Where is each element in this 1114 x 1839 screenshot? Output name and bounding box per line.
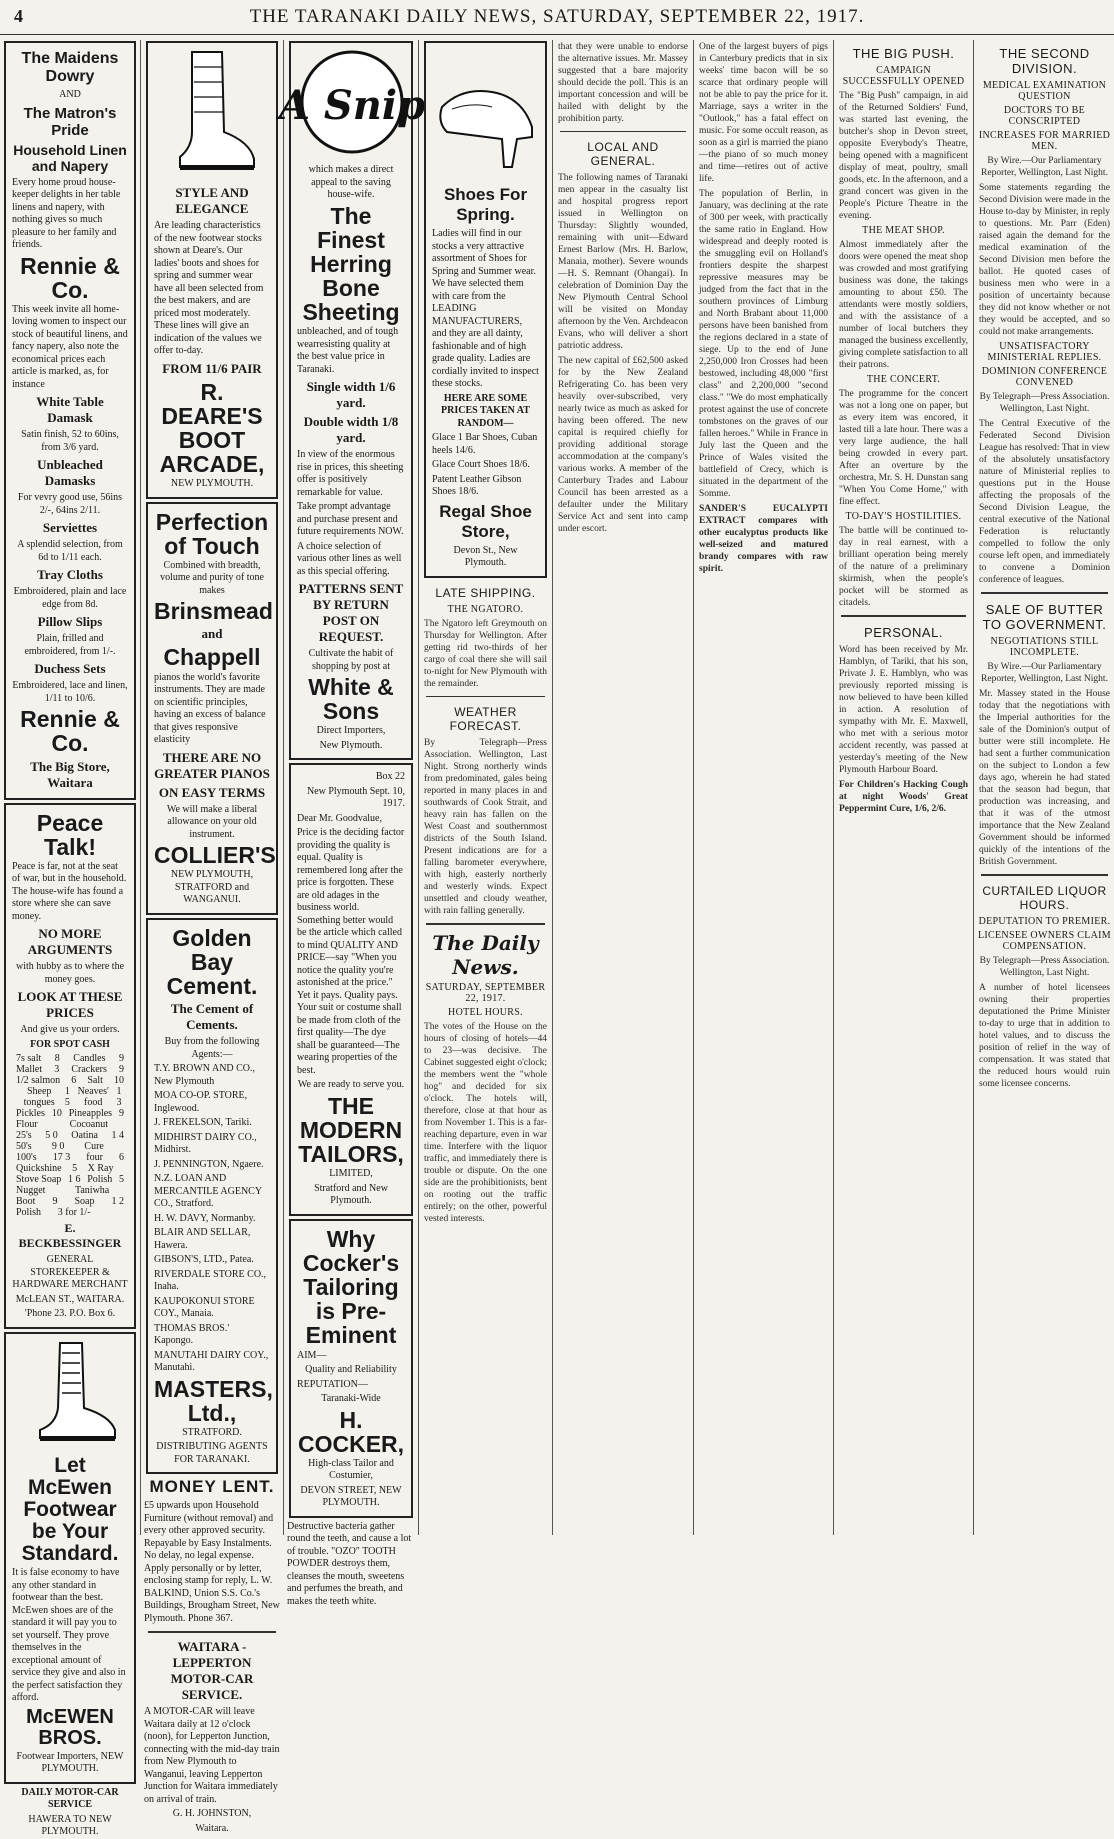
licensee-text: A number of hotel licensees owning their properties deputationed the Prime Minister to-day to urge that in addition to hotel values, and to discuss the position of relief in the way of compensation. It was stated that the reduced hours would ruin some licensee concerns. <box>979 983 1110 1089</box>
campaign-text: The "Big Push" campaign, in aid of the Returned Soldiers' Fund, was started last evening, the butcher's shop in Devon street, opposite Everybody's Theatre, being opened with a magnificent display of meat, poultry, small goods, etc. In the afternoon, and a grand concert was given in the People's Picture Theatre in the evening. <box>839 91 968 221</box>
agent-item: T.Y. BROWN AND CO., New Plymouth <box>154 1063 256 1087</box>
johnston-location: Waitara. <box>195 1822 229 1834</box>
page-number: 4 <box>14 6 24 26</box>
column-rule <box>283 40 284 1535</box>
agent-item: GIBSON'S, LTD., Patea. <box>154 1254 254 1266</box>
ready-to-serve: We are ready to serve you. <box>297 1079 405 1091</box>
price-row <box>12 1185 128 1196</box>
modern-tailors-name: THE MODERN TAILORS, <box>298 1092 404 1168</box>
negotiations-head: NEGOTIATIONS STILL INCOMPLETE. <box>990 636 1099 658</box>
price-cell: 1 3 <box>116 1086 122 1109</box>
shoes-title: Shoes For Spring. <box>443 185 528 224</box>
aim-value: Quality and Reliability <box>305 1364 397 1376</box>
agent-item: H. W. DAVY, Normanby. <box>154 1212 256 1224</box>
mcewen-text: It is false economy to have any other standard in footwear than the best. McEwen shoes are of the standard it will pay you to set yourself. They prove themselves in the exceptional amount of service they give and also in the perfect satisfaction they afford. <box>12 1567 126 1704</box>
price-row <box>12 1108 128 1119</box>
ad-cocker <box>289 1219 413 1518</box>
weather-text: By Telegraph—Press Association. Wellington, Last Night. Strong northerly winds from predominated, gales being reported in many places in and southwards of Cook Strait, and heavy rain has fallen on the West Coast and southernmost districts of the South Island. Present indications are for a falling barometer everywhere, with high, easterly northerly and westerly winds. Expect unsettled and cloudy weather, with rain falling generally. <box>424 737 547 916</box>
letter-body: Price is the deciding factor providing the quality is equal. Quality is remembered long after the price is forgotten. These are old adages in the business world. Something better would be the article which called to mind QUALITY AND PRICE—say "When you notice the quality you're astonished at the price." Yet it pays. Quality pays. Your suit or costume shall be made from cloth of the first quality—The dye shall be guaranteed—The wearing properties of the best. <box>297 827 405 1076</box>
cultivate: Cultivate the habit of shopping by post at <box>308 648 394 672</box>
waitara-motor-text: A MOTOR-CAR will leave Waitara daily at 12 o'clock (noon), for Lepperton Junction, connecting with the mid-day train from New Plymouth to Wanganui, leaving Lepperton Junction for Waitara immediately on arrival of train. <box>144 1706 280 1805</box>
price-cell: Pickles <box>16 1108 45 1120</box>
column-6 <box>697 38 830 1538</box>
price-cell: 3 for 1/- <box>57 1207 91 1219</box>
price-row <box>12 1075 128 1086</box>
price-row <box>12 1141 128 1152</box>
colliers-location: NEW PLYMOUTH, STRATFORD and WANGANUI. <box>170 869 254 906</box>
double-width: Double width 1/8 yard. <box>303 414 399 446</box>
price-cell: 3 <box>54 1064 60 1076</box>
price-cell: Crackers <box>71 1064 107 1076</box>
shoe-illustration <box>432 47 542 177</box>
reputation-value: Taranaki-Wide <box>321 1393 381 1405</box>
cocker-title: Why Cocker's Tailoring is Pre-Eminent <box>302 1225 400 1349</box>
view-text: In view of the enormous rise in prices, this sheeting offer is positively remarkable for value. <box>297 449 404 498</box>
finest-title: The Finest Herring Bone Sheeting <box>302 202 400 326</box>
mcewen-title: Let McEwen Footwear be Your Standard. <box>21 1453 119 1566</box>
big-store-waitara: The Big Store, Waitara <box>30 758 110 790</box>
hcocker-name: H. COCKER, <box>297 1406 405 1457</box>
household-title: Household Linen and Napery <box>13 141 127 174</box>
agent-item: N.Z. LOAN AND MERCANTILE AGENCY CO., Stratford. <box>154 1173 262 1210</box>
doctors-head: DOCTORS TO BE CONSCRIPTED <box>1003 105 1086 127</box>
article-body: The population of Berlin, in January, was declining at the rate of 300 per week, with practically the same ratio in England. How widespread and deeply rooted is the smuggling evil on Holland's frontiers despite the sharpest repressive measures may be judged from the fact that in the southern provinces of Limburg and North Brabant about 11,000 persons have been banished from the regions declared in a state of siege. Up to the end of June 2,250,000 Iron Crosses had been bestowed, including 48,000 "first class" and 2,200,000 "second class." "We do most emphatically protest against the use of concrete tombstones on the graves of our fallen heroes." While in France in July last the Queen and the Prince of Wales visited the battlefield of Crecy, which is situated in the department of the Somme. <box>699 189 828 499</box>
ad-deare <box>146 41 278 499</box>
and-label: and <box>201 626 223 642</box>
price-row <box>12 1174 128 1185</box>
agent-item: MIDHIRST DAIRY CO., Midhirst. <box>154 1131 257 1156</box>
price-row <box>12 1064 128 1075</box>
column-rule <box>418 40 419 1535</box>
price-row <box>12 1119 128 1130</box>
personal-text: Word has been received by Mr. Hamblyn, of Tariki, that his son, Private J. E. Hamblyn, who was previously reported missing is now believed to have been killed in action. A resolution of sympathy with Mr. E. Maxwell, who met with a serious motor accident recently, was passed at yesterday's meeting of the New Plymouth Harbour Board. <box>839 645 968 775</box>
agent-item: RIVERDALE STORE CO., Inaha. <box>154 1268 267 1293</box>
rennie-name: Rennie & Co. <box>20 252 120 303</box>
negotiations-text: Mr. Massey stated in the House today that the negotiations with the Imperial authorities for the sale of the Dominion's output of butter were still incomplete. He had sent a further communication on the subject to London a few days ago, wherein he had stated that the season had begun, that production was increasing, and that it was of the utmost importance that the New Zealand Government should be informed quickly of the intentions of the British Government. <box>979 689 1110 867</box>
conference-text: The Central Executive of the Federated Second Division League has resolved: That in view of the absolutely unsatisfactory nature of Ministerial replies to questions put in the House affecting the proposals of the Second Division League, the central executive of the National Federation is reluctantly compelled to follow the only course left open, and immediately to convene a Dominion conference of leagues. <box>979 419 1110 585</box>
price-cell: 1 5 <box>64 1086 70 1109</box>
deputation-head: DEPUTATION TO PREMIER. <box>978 916 1111 927</box>
cement-of-cements: The Cement of Cements. <box>170 1001 254 1033</box>
look-sub: And give us your orders. <box>20 1024 120 1036</box>
modern-location: Stratford and New Plymouth. <box>314 1182 388 1207</box>
price-cell: Candles <box>73 1053 106 1065</box>
random-item: Patent Leather Gibson Shoes 18/6. <box>432 473 522 497</box>
price-cell: Sheep tongues <box>23 1086 55 1109</box>
single-width: Single width 1/6 yard. <box>306 379 396 411</box>
from-price: FROM 11/6 PAIR <box>162 360 262 376</box>
column-rule <box>140 40 141 1535</box>
price-cell: 1/2 salmon <box>16 1075 61 1087</box>
deare-name: R. DEARE'S BOOT ARCADE, <box>159 378 265 477</box>
peace-talk-title: Peace Talk! <box>36 809 104 860</box>
daily-motor-sub: HAWERA TO NEW PLYMOUTH. <box>28 1813 112 1838</box>
beck-sub: GENERAL STOREKEEPER & HARDWARE MERCHANT <box>12 1254 128 1291</box>
price-cell: 1 2 <box>111 1196 124 1208</box>
no-more-text: with hubby as to where the money goes. <box>15 961 125 985</box>
price-row <box>12 1163 128 1174</box>
perfection-title: Perfection of Touch <box>155 508 269 559</box>
easy-terms: ON EASY TERMS <box>158 784 266 800</box>
price-row <box>12 1152 128 1163</box>
price-row <box>12 1196 128 1207</box>
colliers-name: COLLIER'S <box>154 842 276 869</box>
price-cell: 6 <box>118 1152 124 1164</box>
hotel-hours-text: The votes of the House on the hours of closing of hotels—44 to 23—was decisive. The Cabinet suggested eight o'clock; the members went the "whole hog" and decided for six o'clock. The hotels will, therefore, close at that hour as from November 1. This is a far-reaching departure, even in war time. Interfere with the liquor traffic, and immediately there is trouble or dispute. On the one side are the prohibitionists, bent on rooting out the traffic entirely; on the other, powerful vested interests. <box>424 1021 547 1224</box>
linen-item: Duchess Sets Embroidered, lace and linen, 1/11 to 10/6. <box>12 661 128 704</box>
price-cell: 100's <box>16 1152 37 1164</box>
column-1 <box>2 38 138 1838</box>
price-cell: 10 <box>113 1075 124 1087</box>
paper-title: The Daily News. <box>432 930 539 979</box>
matrons-title: The Matron's Pride <box>23 104 117 139</box>
linen-item: White Table Damask Satin finish, 52 to 60ins, from 3/6 yard. <box>21 394 119 453</box>
no-greater: THERE ARE NO GREATER PIANOS <box>154 749 270 781</box>
price-cell: 50's <box>16 1141 32 1153</box>
beck-name: E. BECKBESSINGER <box>18 1221 122 1251</box>
meat-shop-text: Almost immediately after the doors were opened the meat shop was crowded and most gratifying business was done, the takings amounting to about £50. The attendants were mostly soldiers, and with the assistance of a number of local butchers they managed the business excellently, giving complete satisfaction to all their patrons. <box>839 240 968 370</box>
price-cell: Cocoanut <box>69 1119 108 1131</box>
local-general-text: The following names of Taranaki men appear in the casualty list and hospital progress report issued in Wellington on Thursday: Slightly wounded, remaining with unit—Edward Ernest Barlow (Mrs. H. Barlow, Manaia, mother). Severe wounds—H. S. Remnant (Ohangai). In celebration of Dominion Day the New Plymouth Central School will be visited on Monday afternoon by the Ven. Archdeacon Evans, who will deliver a short patriotic address. <box>558 173 688 351</box>
today-text: The battle will be continued to-day in real earnest, with a brilliant operation being merely of the nature of a preliminary skirmish, when the people's pocket will be stormed as citadels. <box>839 526 968 608</box>
price-cell: 5 <box>72 1163 78 1175</box>
price-cell: Salt <box>87 1075 103 1087</box>
masters-location: STRATFORD. <box>182 1426 242 1438</box>
aim-label: AIM— <box>297 1349 327 1361</box>
unsatisfactory-head: UNSATISFACTORY MINISTERIAL REPLIES. <box>987 341 1102 363</box>
price-cell: Mallet <box>16 1064 43 1076</box>
price-cell: Quickshine <box>16 1163 62 1175</box>
white-sons-name: White & Sons <box>308 674 394 725</box>
dominion-head: DOMINION CONFERENCE CONVENED <box>981 366 1108 388</box>
hotel-hours-head: HOTEL HOURS. <box>448 1006 523 1018</box>
column-rule <box>693 40 694 1535</box>
price-cell: Boot <box>16 1196 36 1208</box>
ngatoro-text: The Ngatoro left Greymouth on Thursday for Wellington. After getting rid two-thirds of her cargo of coal there she will sail to-night for New Plymouth with the remainder. <box>424 618 547 689</box>
ad-regal-shoe <box>424 41 547 578</box>
choice-text: A choice selection of various other lines as well as this special offering. <box>297 540 402 577</box>
sheeting-text: unbleached, and of tough wearresisting quality at the best value price in Taranaki. <box>297 326 399 375</box>
direct-location: New Plymouth. <box>319 739 383 751</box>
price-row <box>12 1207 128 1218</box>
boot-illustration <box>20 1338 120 1448</box>
snip-text: A Snip <box>278 82 426 129</box>
rennie-name-2: Rennie & Co. <box>20 706 120 757</box>
price-list <box>12 1053 128 1218</box>
deare-location: NEW PLYMOUTH. <box>170 478 254 490</box>
no-more-title: NO MORE ARGUMENTS <box>27 926 113 958</box>
sanders-ad: SANDER'S EUCALYPTI EXTRACT compares with other eucalyptus products like well-seized and matured brandy compares with raw spirit. <box>699 504 828 574</box>
agent-item: BLAIR AND SELLAR, Hawera. <box>154 1227 251 1251</box>
concert-text: The programme for the concert was not a long one on paper, but as every item was encored, it lasted till a late hour. There was a very large audience, the hall being crowded in every part. After an overture by the orchestra, Mr. S. H. Dunstan sang "When You Come Home," with fine effect. <box>839 389 968 507</box>
increases-head: INCREASES FOR MARRIED MEN. <box>978 130 1111 152</box>
price-cell: Neaves' food <box>77 1086 109 1109</box>
price-row <box>12 1053 128 1064</box>
ad-rennie-linen <box>4 41 136 800</box>
column-rule <box>552 40 553 1535</box>
masters-sub: DISTRIBUTING AGENTS FOR TARANAKI. <box>156 1441 268 1465</box>
ad-colliers <box>146 502 278 915</box>
price-cell: Taniwha <box>74 1185 110 1197</box>
agent-list <box>154 1063 270 1375</box>
footer-ad: For Children's Hacking Cough at night Woods' Great Peppermint Cure, 1/6, 2/6. <box>839 780 968 814</box>
curtailed-head: CURTAILED LIQUOR HOURS. <box>982 884 1107 912</box>
price-cell: Polish <box>16 1207 42 1219</box>
price-cell: four <box>86 1152 103 1164</box>
look-title: LOOK AT THESE PRICES <box>17 989 123 1021</box>
price-cell: Soap <box>74 1196 95 1208</box>
column-4 <box>422 38 549 1538</box>
agent-item: KAUPOKONUI STORE COY., Manaia. <box>154 1295 255 1320</box>
snip-scissors-illustration <box>278 47 426 157</box>
style-text: Are leading characteristics of the new footwear stocks shown at Deare's. Our ladies' boots and shoes for spring and summer wear have all been selected from the best makers, and are priced most moderately. These lines will give an indication of the values we offer to-day. <box>154 220 264 356</box>
daily-motor: DAILY MOTOR-CAR SERVICE <box>21 1786 119 1811</box>
brinsmead: Brinsmead <box>154 598 273 625</box>
intro-text: Every home proud house-keeper delights in her table linens and napery, with nothing gives so much pleasure to her family and friends. <box>12 176 121 250</box>
price-cell: Polish <box>87 1174 113 1186</box>
snip-sub: which makes a direct appeal to the saving house-wife. <box>308 164 394 200</box>
reputation-label: REPUTATION— <box>297 1378 368 1390</box>
column-rule <box>833 40 834 1535</box>
column-8 <box>977 38 1112 1538</box>
masters-name: MASTERS, Ltd., <box>154 1375 273 1426</box>
prompt-text: Take prompt advantage and purchase present and future requirements NOW. <box>297 501 404 538</box>
agent-item: MOA CO-OP. STORE, Inglewood. <box>154 1090 248 1114</box>
price-cell: 9 <box>118 1108 124 1120</box>
price-cell: 9 <box>119 1053 124 1065</box>
style-head: STYLE AND ELEGANCE <box>175 185 249 216</box>
money-lent-title: MONEY LENT. <box>149 1477 275 1497</box>
price-cell: Flour <box>16 1119 38 1131</box>
and-label: AND <box>59 89 81 100</box>
today-head: TO-DAY'S HOSTILITIES. <box>845 511 962 522</box>
ad-golden-bay <box>146 918 278 1475</box>
price-cell: Cure <box>84 1141 104 1153</box>
personal-head: PERSONAL. <box>864 625 943 640</box>
second-text: Some statements regarding the Second Division were made in the House to-day by Minister, in reply to questions. Mr. Parr (Eden) raised again the demand for the medical examination of the Second Division men before the ballot. He quoted cases of business men who were in a position of uncertainty because they did not know whether or not they would be accepted, and so could not make arrangements. <box>979 183 1111 337</box>
byline: By Wire.—Our Parliamentary Reporter, Wellington, Last Night. <box>981 662 1108 684</box>
price-cell: 7s salt <box>16 1053 42 1065</box>
ad-beckbessinger <box>4 803 136 1329</box>
hcocker-sub: High-class Tailor and Costumier, <box>308 1457 394 1482</box>
campaign-head: CAMPAIGN SUCCESSFULLY OPENED <box>842 65 965 87</box>
price-cell: Stove Soap <box>16 1174 62 1186</box>
column-5 <box>556 38 690 1538</box>
price-cell: 10 <box>51 1108 62 1120</box>
ngatoro-head: THE NGATORO. <box>447 603 524 615</box>
mcewen-sub: Footwear Importers, NEW PLYMOUTH. <box>16 1750 124 1775</box>
easy-text: We will make a liberal allowance on your old instrument. <box>166 803 258 840</box>
golden-bay-title: Golden Bay Cement. <box>166 924 258 1000</box>
chappell: Chappell <box>163 644 261 671</box>
byline: By Wire.—Our Parliamentary Reporter, Wellington, Last Night. <box>981 156 1108 178</box>
mcewen-bros: McEWEN BROS. <box>26 1705 114 1749</box>
peace-text: Peace is far, not at the seat of war, but in the household. The house-wife has found a store where she can save money. <box>12 860 127 922</box>
price-cell: 25's <box>16 1130 32 1142</box>
column-7 <box>837 38 970 1538</box>
random-title: HERE ARE SOME PRICES TAKEN AT RANDOM— <box>441 392 530 429</box>
this-week-text: This week invite all home-loving women to inspect our stock of beautiful linens, and fancy napery, also note the economical prices each article is marked, as, for instance <box>12 303 128 390</box>
licensee-head: LICENSEE OWNERS CLAIM COMPENSATION. <box>978 930 1111 952</box>
price-row <box>12 1130 128 1141</box>
local-general-head: LOCAL AND GENERAL. <box>587 140 659 168</box>
column-2 <box>144 38 280 1834</box>
hcocker-address: DEVON STREET, NEW PLYMOUTH. <box>300 1484 402 1509</box>
boot-illustration <box>162 47 262 177</box>
pianos-text: pianos the world's favorite instruments. They are made on scientific principles, having an excess of balance that gives responsive elasticity <box>154 671 266 746</box>
box-number: Box 22 <box>375 771 405 783</box>
patterns: PATTERNS SENT BY RETURN POST ON REQUEST. <box>298 581 404 645</box>
medical-head: MEDICAL EXAMINATION QUESTION <box>982 80 1107 102</box>
linen-item: Serviettes A splendid selection, from 6d to 1/11 each. <box>17 520 123 563</box>
linen-item: Pillow Slips Plain, frilled and embroidered, from 1/-. <box>24 614 116 657</box>
agent-item: MANUTAHI DAIRY COY., Manutahi. <box>154 1349 269 1374</box>
money-lent-text: £5 upwards upon Household Furniture (without removal) and every other approved security. Repayable by Easy Instalments. No delay, no legal expense. Apply personally or by letter, enclosing stamp for reply, L. W. BALKIND, Union S.S. Co.'s Buildings, Brougham Street, New Plymouth. Phone 367. <box>144 1500 280 1624</box>
spot-cash: FOR SPOT CASH <box>30 1038 110 1050</box>
price-cell: Oatina <box>71 1130 98 1142</box>
modern-limited: LIMITED, <box>329 1168 373 1180</box>
price-row <box>12 1086 128 1108</box>
price-cell: X Ray <box>87 1163 114 1175</box>
ad-mcewen <box>4 1332 136 1784</box>
price-cell: 1 6 <box>68 1174 81 1186</box>
shoes-text: Ladies will find in our stocks a very attractive assortment of Shoes for Spring and Summer wear. We have selected them with care from the LEADING MANUFACTURERS, and they are all dainty, fashionable and of high grade quality. Ladies are cordially invited to inspect these stocks. <box>432 228 539 389</box>
letter-salutation: Dear Mr. Goodvalue, <box>297 812 382 824</box>
random-item: Glace Court Shoes 18/6. <box>432 459 530 470</box>
regal-location: Devon St., New Plymouth. <box>453 544 518 568</box>
price-cell: 9 <box>52 1196 58 1208</box>
agent-item: J. FREKELSON, Tariki. <box>154 1117 252 1129</box>
article-text: One of the largest buyers of pigs in Canterbury predicts that in six weeks' time bacon will be so scarce that ordinary people will not be able to pay the price for it. Marriage, says a writer in the "Outlook," has a fatal effect on music. For some occult reason, as soon as a girl is married the piano—the piano of so much money and time—retires out of active life. <box>699 42 828 184</box>
maidens-title: The Maidens Dowry <box>21 50 119 85</box>
weather-head: WEATHER FORECAST. <box>449 704 522 733</box>
letter-date: New Plymouth Sept. 10, 1917. <box>306 785 405 810</box>
price-cell: Pineapples <box>68 1108 113 1120</box>
perfection-sub: Combined with breadth, volume and purity of tone makes <box>160 559 264 596</box>
column-3 <box>278 38 426 1607</box>
price-cell: 1 4 <box>111 1130 124 1142</box>
linen-item: Tray Cloths Embroidered, plain and lace edge from 8d. <box>13 567 127 610</box>
beck-address: McLEAN ST., WAITARA. <box>15 1293 125 1305</box>
masthead <box>0 0 1114 35</box>
beck-phone: 'Phone 23. P.O. Box 6. <box>24 1308 116 1320</box>
price-cell: 9 <box>118 1064 124 1076</box>
big-push-head: THE BIG PUSH. <box>852 46 955 61</box>
paper-date: SATURDAY, SEPTEMBER 22, 1917. <box>425 981 546 1004</box>
regal-name: Regal Shoe Store, <box>439 501 532 541</box>
meat-shop-head: THE MEAT SHOP. <box>862 225 945 236</box>
article-text: that they were unable to endorse the alternative issues. Mr. Massey suggested that a bare majority should decide the poll. This is an important concession and will be hailed with delight by the prohibition party. <box>558 42 688 124</box>
concert-head: THE CONCERT. <box>866 374 941 385</box>
price-cell: 8 <box>54 1053 60 1065</box>
price-cell: 5 0 <box>45 1130 58 1142</box>
price-cell: Nugget <box>16 1185 46 1197</box>
local-general-more: The new capital of £62,500 asked for by the New Zealand Refrigerating Co. has been very heavily over-subscribed, very nearly twice as much as asked for having been offered. The new capital is required chiefly for providing additional storage accommodation at the company's various works. A member of the Canterbury Trades and Labour Council has been arrested as a defaulter under the Military Service Act and sent into camp under escort. <box>558 356 688 534</box>
column-rule <box>973 40 974 1535</box>
agent-item: THOMAS BROS.' Kapongo. <box>154 1322 230 1347</box>
johnston-name: G. H. JOHNSTON, <box>172 1808 252 1820</box>
agent-item: J. PENNINGTON, Ngaere. <box>154 1158 264 1170</box>
masthead-title: THE TARANAKI DAILY NEWS, SATURDAY, SEPTEMBER 22, 1917. <box>249 6 865 27</box>
random-item: Glace 1 Bar Shoes, Cuban heels 14/6. <box>432 432 538 456</box>
price-cell: 5 <box>119 1174 124 1186</box>
byline: By Telegraph—Press Association. Wellington, Last Night. <box>979 392 1110 414</box>
buy-from: Buy from the following Agents:— <box>164 1036 260 1060</box>
sale-butter-head: SALE OF BUTTER TO GOVERNMENT. <box>982 602 1107 632</box>
second-division-head: THE SECOND DIVISION. <box>999 46 1090 76</box>
direct-importers: Direct Importers, <box>316 725 386 737</box>
ad-modern-tailors <box>289 763 413 1215</box>
byline: By Telegraph—Press Association. Wellington, Last Night. <box>979 956 1110 978</box>
waitara-motor-title: WAITARA - LEPPERTON MOTOR-CAR SERVICE. <box>170 1639 254 1703</box>
price-cell: 9 0 <box>51 1141 65 1153</box>
price-cell: 6 <box>71 1075 77 1087</box>
destructive-text: Destructive bacteria gather round the teeth, and cause a lot of trouble. "OZO" TOOTH POWDER destroys them, cleanses the mouth, sweetens and perfumes the breath, and makes the teeth white. <box>287 1520 412 1607</box>
price-cell: 17 3 <box>52 1152 71 1164</box>
late-shipping-head: LATE SHIPPING. <box>435 585 536 600</box>
ad-white-sons <box>278 41 426 760</box>
linen-item: Unbleached Damasks For vevry good use, 56ins 2/-, 64ins 2/11. <box>17 457 123 516</box>
